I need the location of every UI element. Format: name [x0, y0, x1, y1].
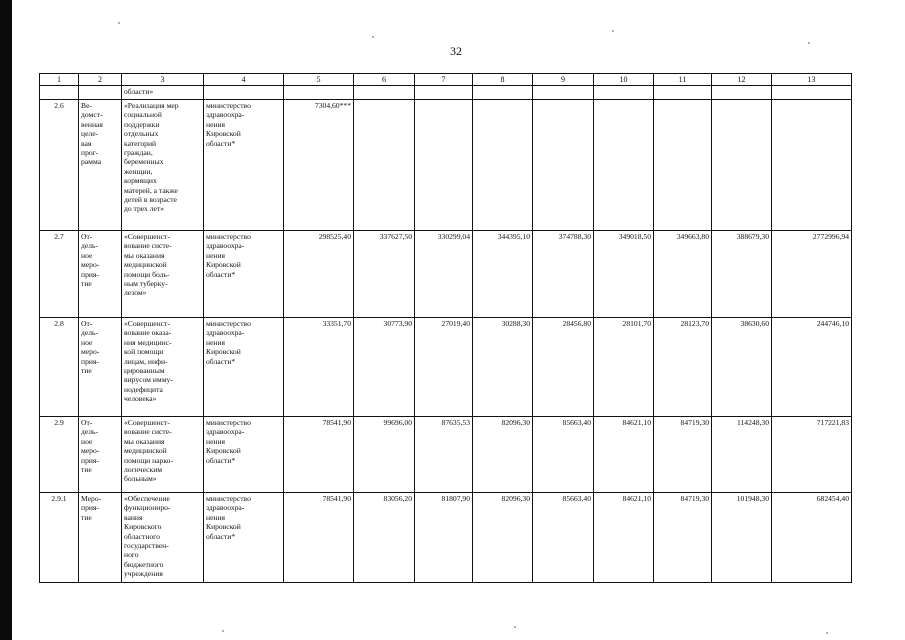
row-name-cell: «Обеспечение функциониро- вания Кировского областного государствен- ного бюджетного учреждения [122, 493, 204, 583]
header-cell: 3 [122, 74, 204, 86]
table-cell [533, 86, 594, 100]
row-name-cell: «Совершенст- вование систе- мы оказания медицинской помощи нарко- логическим больным» [122, 417, 204, 493]
value-cell [533, 100, 594, 231]
scan-speck [222, 630, 224, 632]
value-cell: 114248,30 [712, 417, 772, 493]
table-row [40, 417, 852, 493]
value-cell: 87635,53 [415, 417, 473, 493]
table-cell [654, 86, 712, 100]
row-type-cell: Ве- домст- венная целе- вая прог- рамма [79, 100, 122, 231]
row-type-cell: От- дель- ное меро- прия- тие [79, 231, 122, 318]
header-cell: 6 [354, 74, 415, 86]
value-cell: 388679,30 [712, 231, 772, 318]
value-cell: 349018,50 [594, 231, 654, 318]
value-cell [772, 100, 852, 231]
table-cell [40, 86, 79, 100]
table-row [40, 231, 852, 318]
value-cell: 30773,90 [354, 318, 415, 417]
budget-table [39, 73, 852, 583]
table-cell [473, 86, 533, 100]
row-number-cell: 2.9 [40, 417, 79, 493]
header-cell: 10 [594, 74, 654, 86]
table-cell: области» [122, 86, 204, 100]
row-executor-cell: министерство здравоохра- нения Кировской области* [204, 417, 284, 493]
value-cell: 38630,60 [712, 318, 772, 417]
row-number-cell: 2.9.1 [40, 493, 79, 583]
value-cell: 2772996,94 [772, 231, 852, 318]
value-cell: 7304,60*** [284, 100, 354, 231]
header-cell: 5 [284, 74, 354, 86]
header-cell: 12 [712, 74, 772, 86]
row-type-cell: От- дель- ное меро- прия- тие [79, 318, 122, 417]
value-cell: 30288,30 [473, 318, 533, 417]
row-name-cell: «Совершенст- вование оказа- ния медицинс- кой помощи лицам, инфи- цированным вирусом имму- нодефицита человека» [122, 318, 204, 417]
value-cell [654, 100, 712, 231]
table-cell [712, 86, 772, 100]
row-executor-cell: министерство здравоохра- нения Кировской области* [204, 100, 284, 231]
value-cell: 28101,70 [594, 318, 654, 417]
value-cell: 84621,10 [594, 417, 654, 493]
scan-speck [808, 42, 810, 44]
scan-speck [118, 22, 120, 24]
row-executor-cell: министерство здравоохра- нения Кировской области* [204, 318, 284, 417]
value-cell: 81807,90 [415, 493, 473, 583]
value-cell: 337627,50 [354, 231, 415, 318]
row-executor-cell: министерство здравоохра- нения Кировской области* [204, 231, 284, 318]
value-cell: 82096,30 [473, 493, 533, 583]
value-cell: 349663,80 [654, 231, 712, 318]
scan-edge-bar [0, 0, 12, 640]
value-cell: 33351,70 [284, 318, 354, 417]
table-row [40, 493, 852, 583]
header-cell: 8 [473, 74, 533, 86]
scan-speck [514, 626, 516, 628]
value-cell: 28123,70 [654, 318, 712, 417]
value-cell: 84719,30 [654, 493, 712, 583]
value-cell: 717221,83 [772, 417, 852, 493]
value-cell [594, 100, 654, 231]
value-cell: 244746,10 [772, 318, 852, 417]
header-cell: 1 [40, 74, 79, 86]
row-number-cell: 2.6 [40, 100, 79, 231]
value-cell: 374788,30 [533, 231, 594, 318]
table-cell [79, 86, 122, 100]
value-cell: 298525,40 [284, 231, 354, 318]
table-cell [594, 86, 654, 100]
page-number: 32 [450, 44, 462, 58]
table-cell [204, 86, 284, 100]
header-cell: 9 [533, 74, 594, 86]
value-cell: 84621,10 [594, 493, 654, 583]
row-name-cell: «Реализация мер социальной поддержки отдельных категорий граждан, беременных женщин, кормящих матерей, а также детей в возрасте до трех лет» [122, 100, 204, 231]
value-cell [712, 100, 772, 231]
row-executor-cell: министерство здравоохра- нения Кировской области* [204, 493, 284, 583]
table-cell [772, 86, 852, 100]
table-cell [284, 86, 354, 100]
value-cell: 330299,04 [415, 231, 473, 318]
row-type-cell: Меро- прия- тие [79, 493, 122, 583]
scan-speck [372, 36, 374, 38]
header-cell: 2 [79, 74, 122, 86]
value-cell: 28456,80 [533, 318, 594, 417]
row-name-cell: «Совершенст- вование систе- мы оказания медицинской помощи боль- ным туберку- лезом» [122, 231, 204, 318]
value-cell: 78541,90 [284, 493, 354, 583]
header-cell: 13 [772, 74, 852, 86]
scan-speck [612, 30, 614, 32]
value-cell: 99696,00 [354, 417, 415, 493]
header-row [40, 74, 852, 86]
row-type-cell: От- дель- ное меро- прия- тие [79, 417, 122, 493]
header-cell: 7 [415, 74, 473, 86]
value-cell: 78541,90 [284, 417, 354, 493]
table-row [40, 318, 852, 417]
table-cell [415, 86, 473, 100]
table-cell [354, 86, 415, 100]
value-cell: 83056,20 [354, 493, 415, 583]
value-cell [354, 100, 415, 231]
table-body [40, 74, 852, 583]
value-cell [473, 100, 533, 231]
header-cell: 4 [204, 74, 284, 86]
value-cell: 84719,30 [654, 417, 712, 493]
row-number-cell: 2.8 [40, 318, 79, 417]
value-cell: 85663,40 [533, 417, 594, 493]
value-cell: 344395,10 [473, 231, 533, 318]
row-number-cell: 2.7 [40, 231, 79, 318]
header-cell: 11 [654, 74, 712, 86]
value-cell: 85663,40 [533, 493, 594, 583]
value-cell: 82096,30 [473, 417, 533, 493]
table-row [40, 100, 852, 231]
value-cell [415, 100, 473, 231]
value-cell: 27019,40 [415, 318, 473, 417]
value-cell: 682454,40 [772, 493, 852, 583]
continuation-row [40, 86, 852, 100]
value-cell: 101948,30 [712, 493, 772, 583]
scan-speck [826, 632, 828, 634]
